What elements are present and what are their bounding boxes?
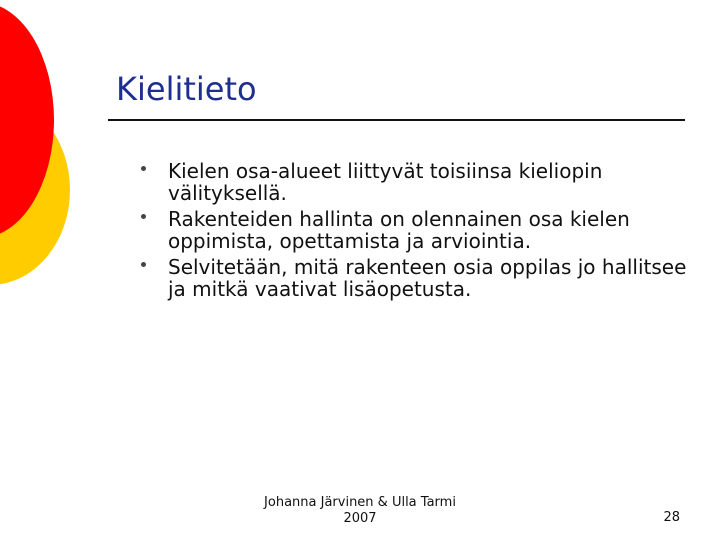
bullet-icon xyxy=(141,262,146,267)
bullet-icon xyxy=(141,214,146,219)
bullet-item xyxy=(168,256,688,300)
bullet-list xyxy=(168,160,688,304)
bullet-text: Kielen osa-alueet liittyvät toisiinsa kieliopin välityksellä. xyxy=(168,159,603,205)
page-number: 28 xyxy=(663,510,680,525)
bullet-icon xyxy=(141,166,146,171)
title-divider xyxy=(108,119,685,121)
bullet-text: Rakenteiden hallinta on olennainen osa kielen oppimista, opettamista ja arviointia. xyxy=(168,207,630,253)
bullet-item xyxy=(168,160,688,204)
footer-author-names: Johanna Järvinen & Ulla Tarmi xyxy=(264,495,456,510)
footer-year: 2007 xyxy=(343,511,377,526)
footer-author xyxy=(252,495,468,527)
slide-title: Kielitieto xyxy=(116,70,257,108)
bullet-item xyxy=(168,208,688,252)
bullet-text: Selvitetään, mitä rakenteen osia oppilas jo hallitsee ja mitkä vaativat lisäopetusta. xyxy=(168,255,687,301)
